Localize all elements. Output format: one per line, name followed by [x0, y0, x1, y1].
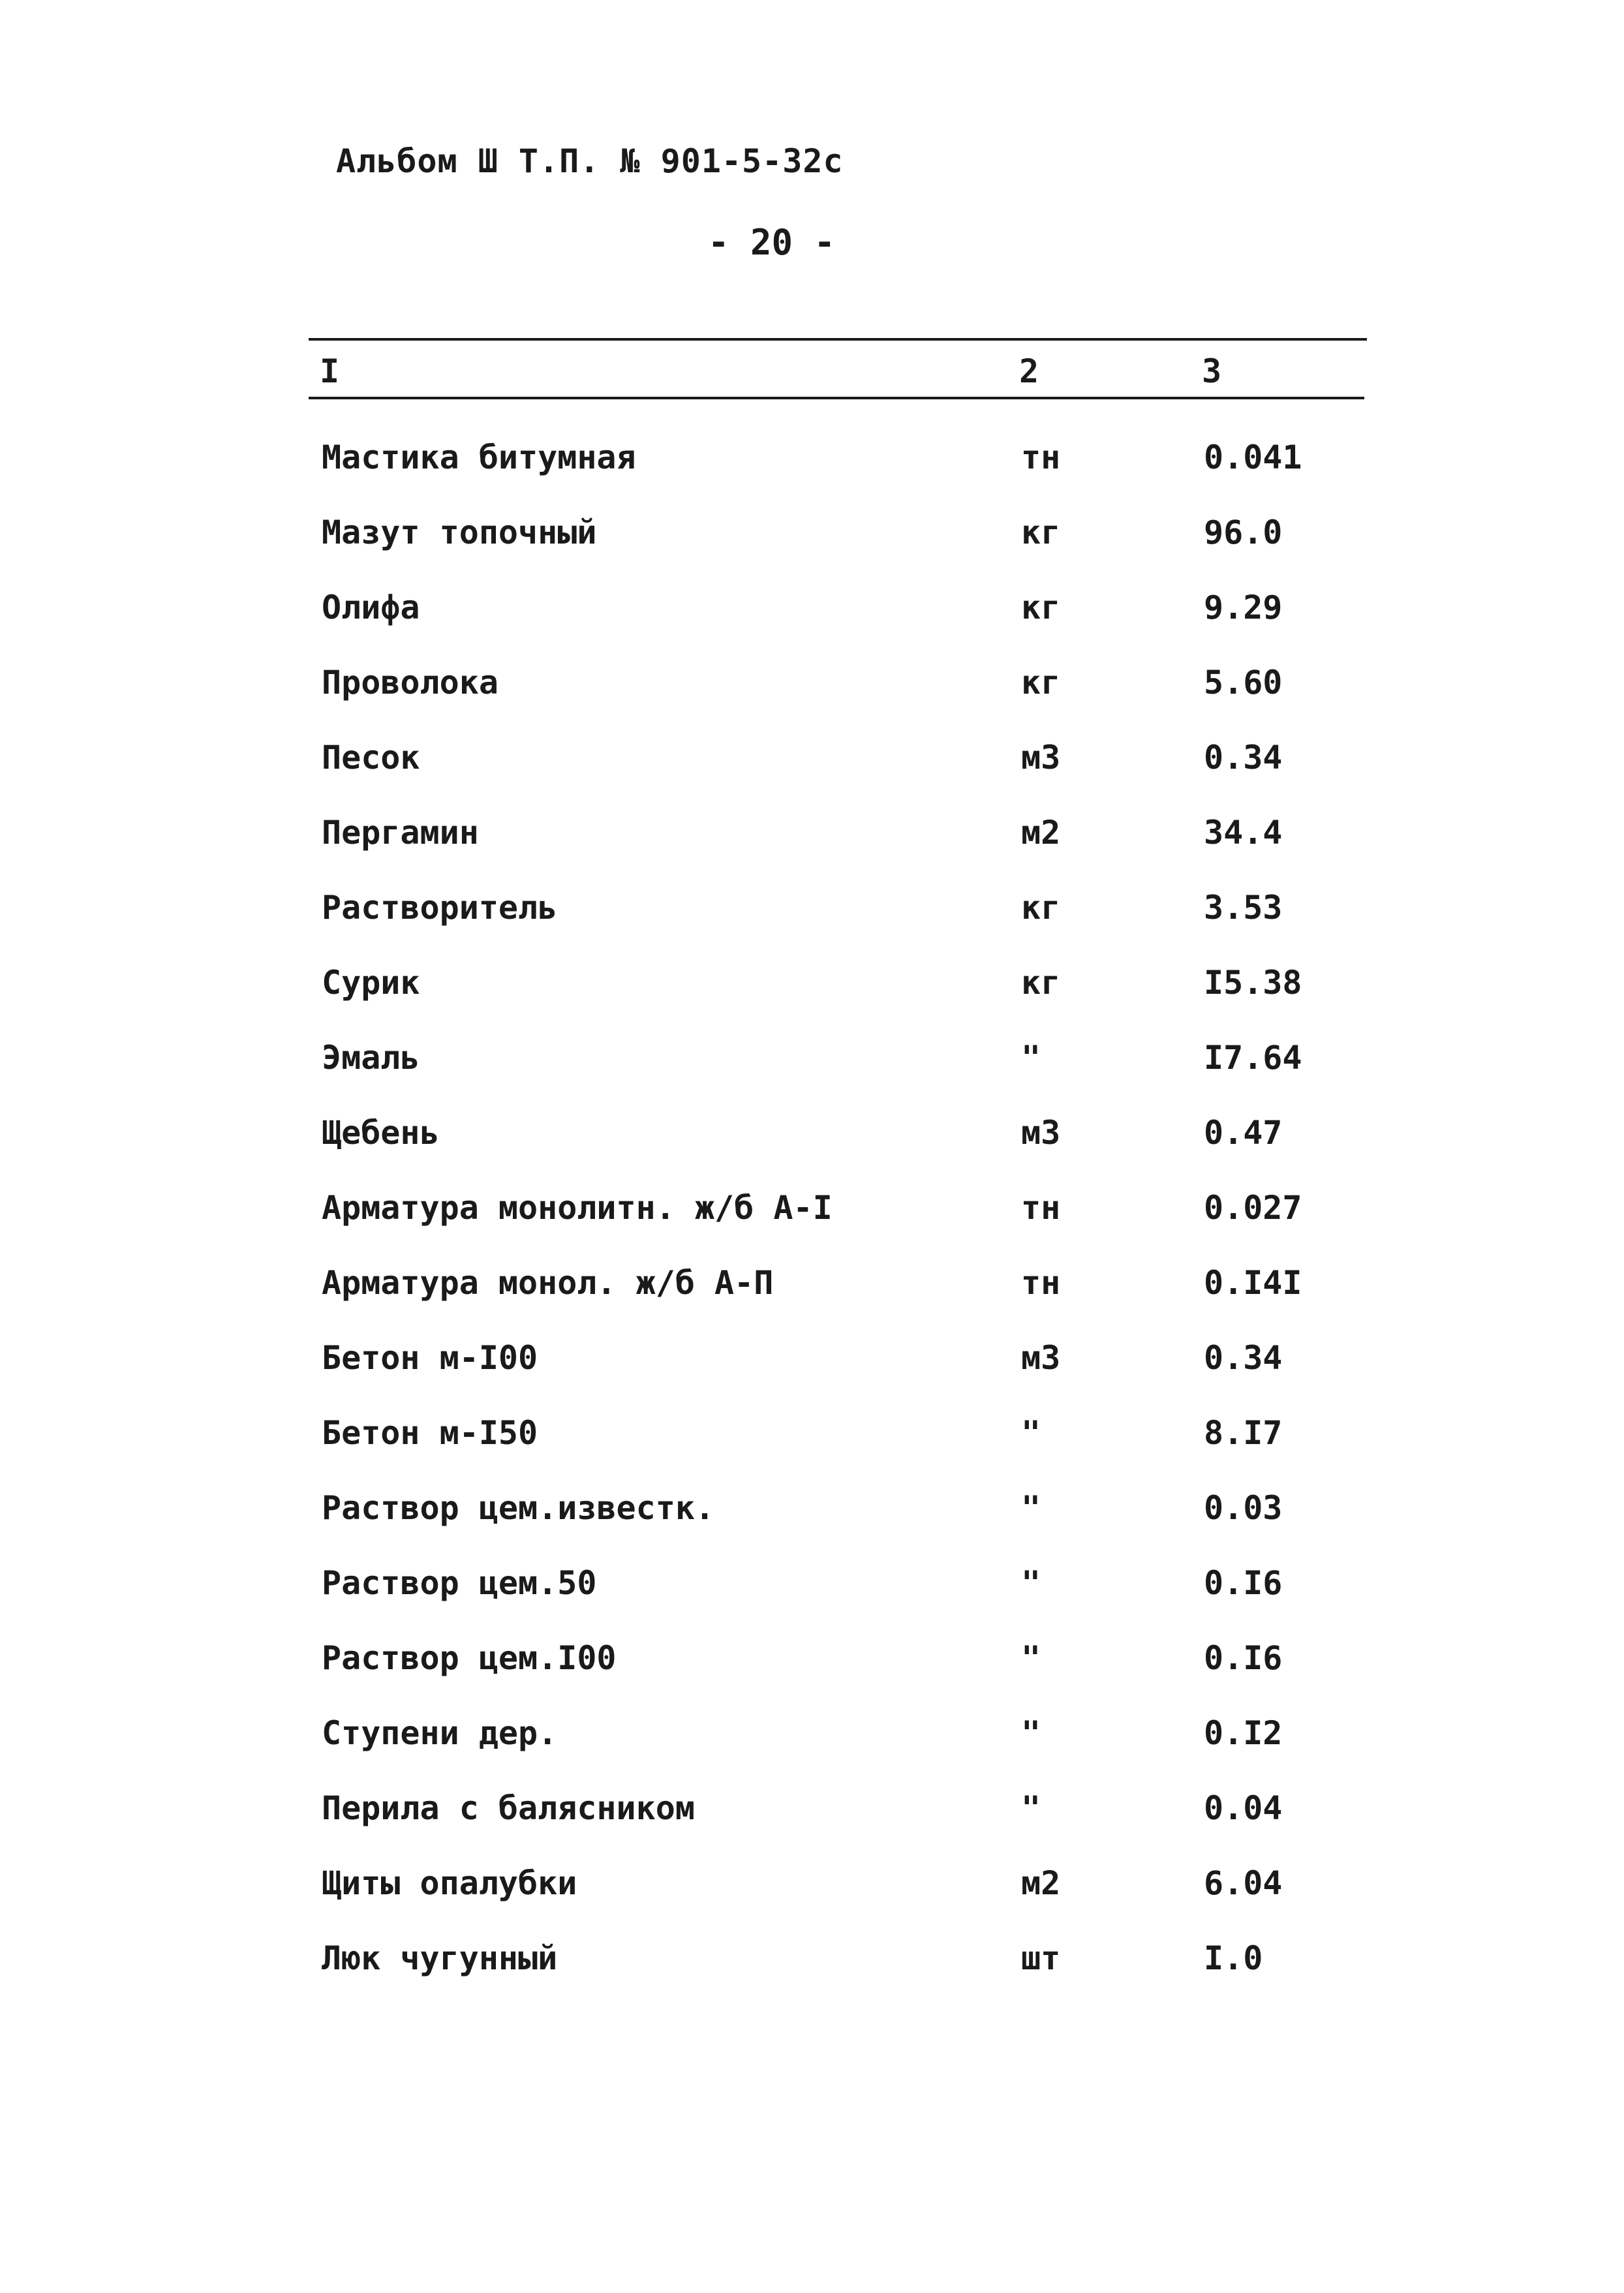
material-name: Раствор цем.I00	[322, 1639, 617, 1677]
material-quantity: 0.I6	[1204, 1564, 1283, 1602]
table-row	[0, 814, 1624, 889]
table-row	[0, 889, 1624, 964]
material-quantity: 0.34	[1204, 1339, 1283, 1377]
table-header-rule	[309, 397, 1364, 399]
material-name: Перила с балясником	[322, 1789, 695, 1827]
material-quantity: 0.03	[1204, 1489, 1283, 1527]
material-name: Бетон м-I50	[322, 1414, 538, 1452]
material-unit: "	[1021, 1414, 1041, 1452]
material-name: Пергамин	[322, 814, 479, 852]
page-number: - 20 -	[708, 222, 836, 263]
table-row	[0, 1189, 1624, 1264]
material-quantity: 6.04	[1204, 1864, 1283, 1902]
table-row	[0, 1114, 1624, 1189]
material-quantity: 8.I7	[1204, 1414, 1283, 1452]
material-unit: кг	[1021, 589, 1061, 626]
material-unit: "	[1021, 1489, 1041, 1527]
material-quantity: 0.34	[1204, 739, 1283, 777]
table-row	[0, 1414, 1624, 1489]
material-unit: тн	[1021, 1189, 1061, 1227]
material-quantity: I.0	[1204, 1939, 1263, 1977]
material-name: Арматура монол. ж/б А-П	[322, 1264, 774, 1302]
material-quantity: 96.0	[1204, 514, 1283, 551]
material-unit: "	[1021, 1789, 1041, 1827]
material-name: Растворитель	[322, 889, 558, 927]
material-unit: м3	[1021, 739, 1061, 777]
material-name: Щебень	[322, 1114, 440, 1152]
material-name: Раствор цем.известк.	[322, 1489, 715, 1527]
material-name: Сурик	[322, 964, 420, 1002]
material-quantity: 5.60	[1204, 664, 1283, 701]
material-quantity: 0.I2	[1204, 1714, 1283, 1752]
material-unit: м3	[1021, 1339, 1061, 1377]
material-quantity: 0.I4I	[1204, 1264, 1302, 1302]
table-row	[0, 439, 1624, 514]
table-row	[0, 1564, 1624, 1639]
material-unit: кг	[1021, 514, 1061, 551]
table-row	[0, 1714, 1624, 1789]
material-name: Мазут топочный	[322, 514, 597, 551]
table-row	[0, 1939, 1624, 2014]
material-unit: м2	[1021, 814, 1061, 852]
materials-table-body	[0, 439, 1624, 2014]
material-name: Ступени дер.	[322, 1714, 558, 1752]
material-name: Арматура монолитн. ж/б А-I	[322, 1189, 833, 1227]
material-quantity: I7.64	[1204, 1039, 1302, 1077]
material-unit: тн	[1021, 1264, 1061, 1302]
material-unit: м2	[1021, 1864, 1061, 1902]
material-unit: "	[1021, 1714, 1041, 1752]
material-quantity: 0.47	[1204, 1114, 1283, 1152]
material-name: Бетон м-I00	[322, 1339, 538, 1377]
table-row	[0, 1639, 1624, 1714]
material-unit: "	[1021, 1639, 1041, 1677]
material-name: Олифа	[322, 589, 420, 626]
table-row	[0, 664, 1624, 739]
table-row	[0, 589, 1624, 664]
album-header: Альбом Ш Т.П. № 901-5-32с	[336, 142, 844, 180]
material-name: Мастика битумная	[322, 439, 636, 476]
material-unit: "	[1021, 1039, 1041, 1077]
material-name: Люк чугунный	[322, 1939, 558, 1977]
column-header-1: I	[320, 352, 340, 390]
table-row	[0, 514, 1624, 589]
material-name: Песок	[322, 739, 420, 777]
material-quantity: 0.027	[1204, 1189, 1302, 1227]
material-name: Эмаль	[322, 1039, 420, 1077]
material-unit: кг	[1021, 964, 1061, 1002]
table-row	[0, 1489, 1624, 1564]
material-unit: тн	[1021, 439, 1061, 476]
material-name: Щиты опалубки	[322, 1864, 577, 1902]
table-row	[0, 1264, 1624, 1339]
material-name: Проволока	[322, 664, 498, 701]
table-row	[0, 1789, 1624, 1864]
material-quantity: 0.I6	[1204, 1639, 1283, 1677]
material-name: Раствор цем.50	[322, 1564, 597, 1602]
material-unit: кг	[1021, 889, 1061, 927]
column-header-2: 2	[1019, 352, 1039, 390]
material-quantity: 3.53	[1204, 889, 1283, 927]
material-quantity: 0.04	[1204, 1789, 1283, 1827]
material-unit: шт	[1021, 1939, 1061, 1977]
table-row	[0, 1339, 1624, 1414]
table-row	[0, 739, 1624, 814]
material-quantity: I5.38	[1204, 964, 1302, 1002]
material-unit: "	[1021, 1564, 1041, 1602]
material-quantity: 34.4	[1204, 814, 1283, 852]
table-row	[0, 1039, 1624, 1114]
table-top-rule	[309, 338, 1367, 341]
material-unit: м3	[1021, 1114, 1061, 1152]
material-unit: кг	[1021, 664, 1061, 701]
material-quantity: 9.29	[1204, 589, 1283, 626]
table-row	[0, 964, 1624, 1039]
table-row	[0, 1864, 1624, 1939]
material-quantity: 0.041	[1204, 439, 1302, 476]
column-header-3: 3	[1202, 352, 1222, 390]
